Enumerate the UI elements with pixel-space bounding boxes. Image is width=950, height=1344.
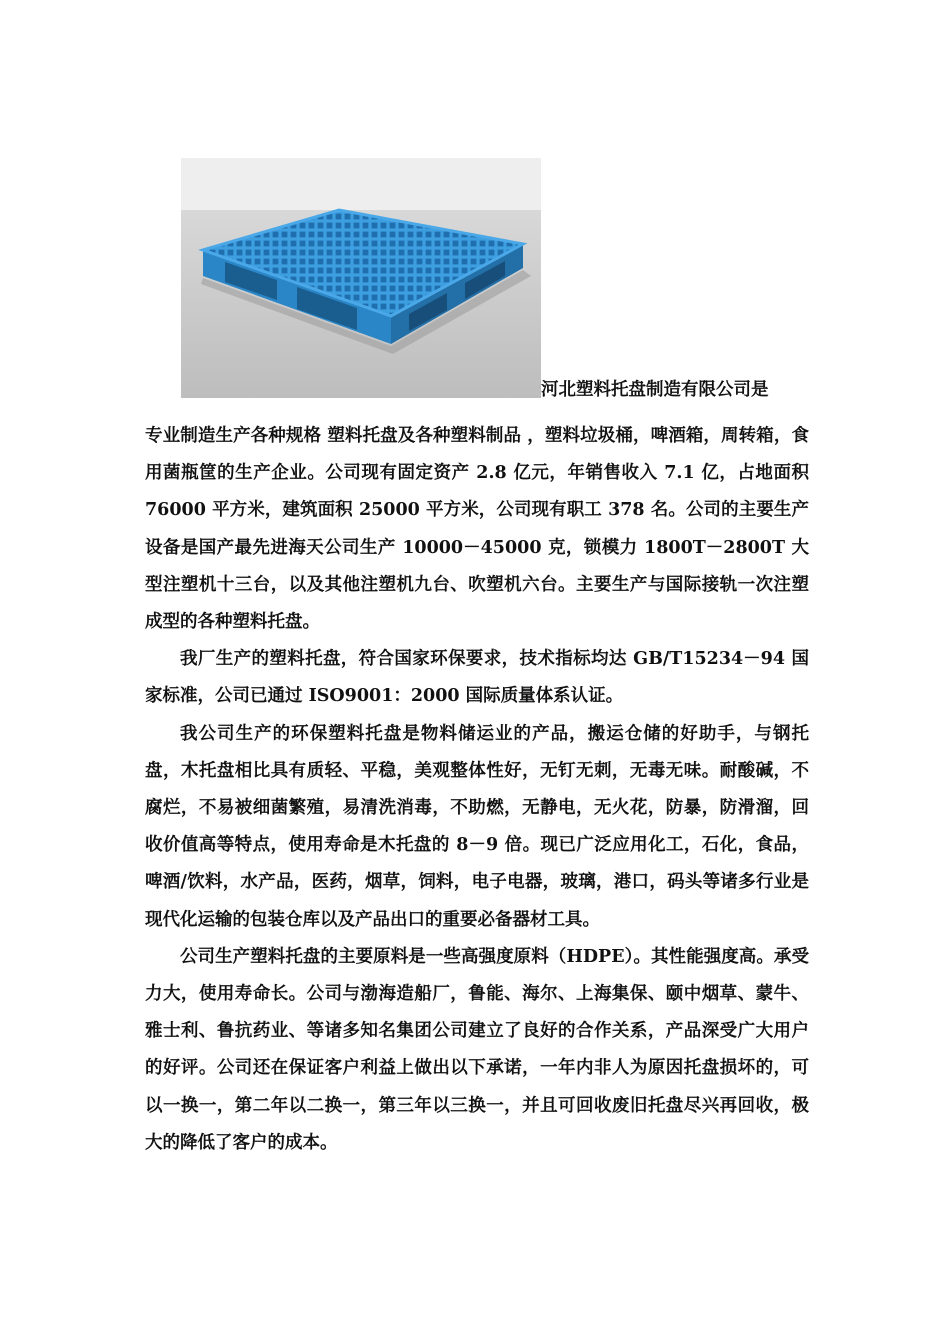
intro-paragraph-continuation: 专业制造生产各种规格 塑料托盘及各种塑料制品 ，塑料垃圾桶，啤酒箱，周转箱，食用菌瓶筐的生产企业。公司现有固定资产 2.8 亿元，年销售收入 7.1 亿，占地面积 76000 平方米，建筑面积 25000 平方米，公司现有职工 378 名。公司的主要生产设备是国产最先进海天公司生产 10000－45000 克，锁模力 1800T－2800T 大型注塑机十三台，以及其他注塑机九台、吹塑机六台。主要生产与国际接轨一次注塑成型的各种塑料托盘。 — [145, 426, 809, 633]
intro-first-line: 河北塑料托盘制造有限公司是 — [541, 380, 769, 400]
wall-background — [181, 158, 541, 210]
paragraph-features: 我公司生产的环保塑料托盘是物料储运业的产品，搬运仓储的好助手，与钢托盘，木托盘相比具有质轻、平稳，美观整体性好，无钉无刺，无毒无味。耐酸碱，不腐烂，不易被细菌繁殖，易清洗消毒，不助燃，无静电，无火花，防暴，防滑溜，回收价值高等特点，使用寿命是木托盘的 8－9 倍。现已广泛应用化工，石化，食品，啤酒/饮料，水产品，医药，烟草，饲料，电子电器，玻璃，港口，码头等诸多行业是现代化运输的包装仓库以及产品出口的重要必备器材工具。 — [145, 723, 809, 930]
document-body — [145, 418, 809, 1162]
pallet-photo — [181, 158, 541, 398]
paragraph-standards: 我厂生产的塑料托盘，符合国家环保要求，技术指标均达 GB/T15234－94 国家标准，公司已通过 ISO9001：2000 国际质量体系认证。 — [145, 649, 809, 707]
paragraph-materials: 公司生产塑料托盘的主要原料是一些高强度原料（HDPE）。其性能强度高。承受力大，使用寿命长。公司与渤海造船厂，鲁能、海尔、上海集保、颐中烟草、蒙牛、雅士利、鲁抗药业、等诸多知名集团公司建立了良好的合作关系，产品深受广大用户的好评。公司还在保证客户利益上做出以下承诺，一年内非人为原因托盘损坏的，可以一换一，第二年以二换一，第三年以三换一，并且可回收废旧托盘尽兴再回收，极大的降低了客户的成本。 — [145, 946, 809, 1153]
pallet-illustration — [181, 158, 541, 398]
